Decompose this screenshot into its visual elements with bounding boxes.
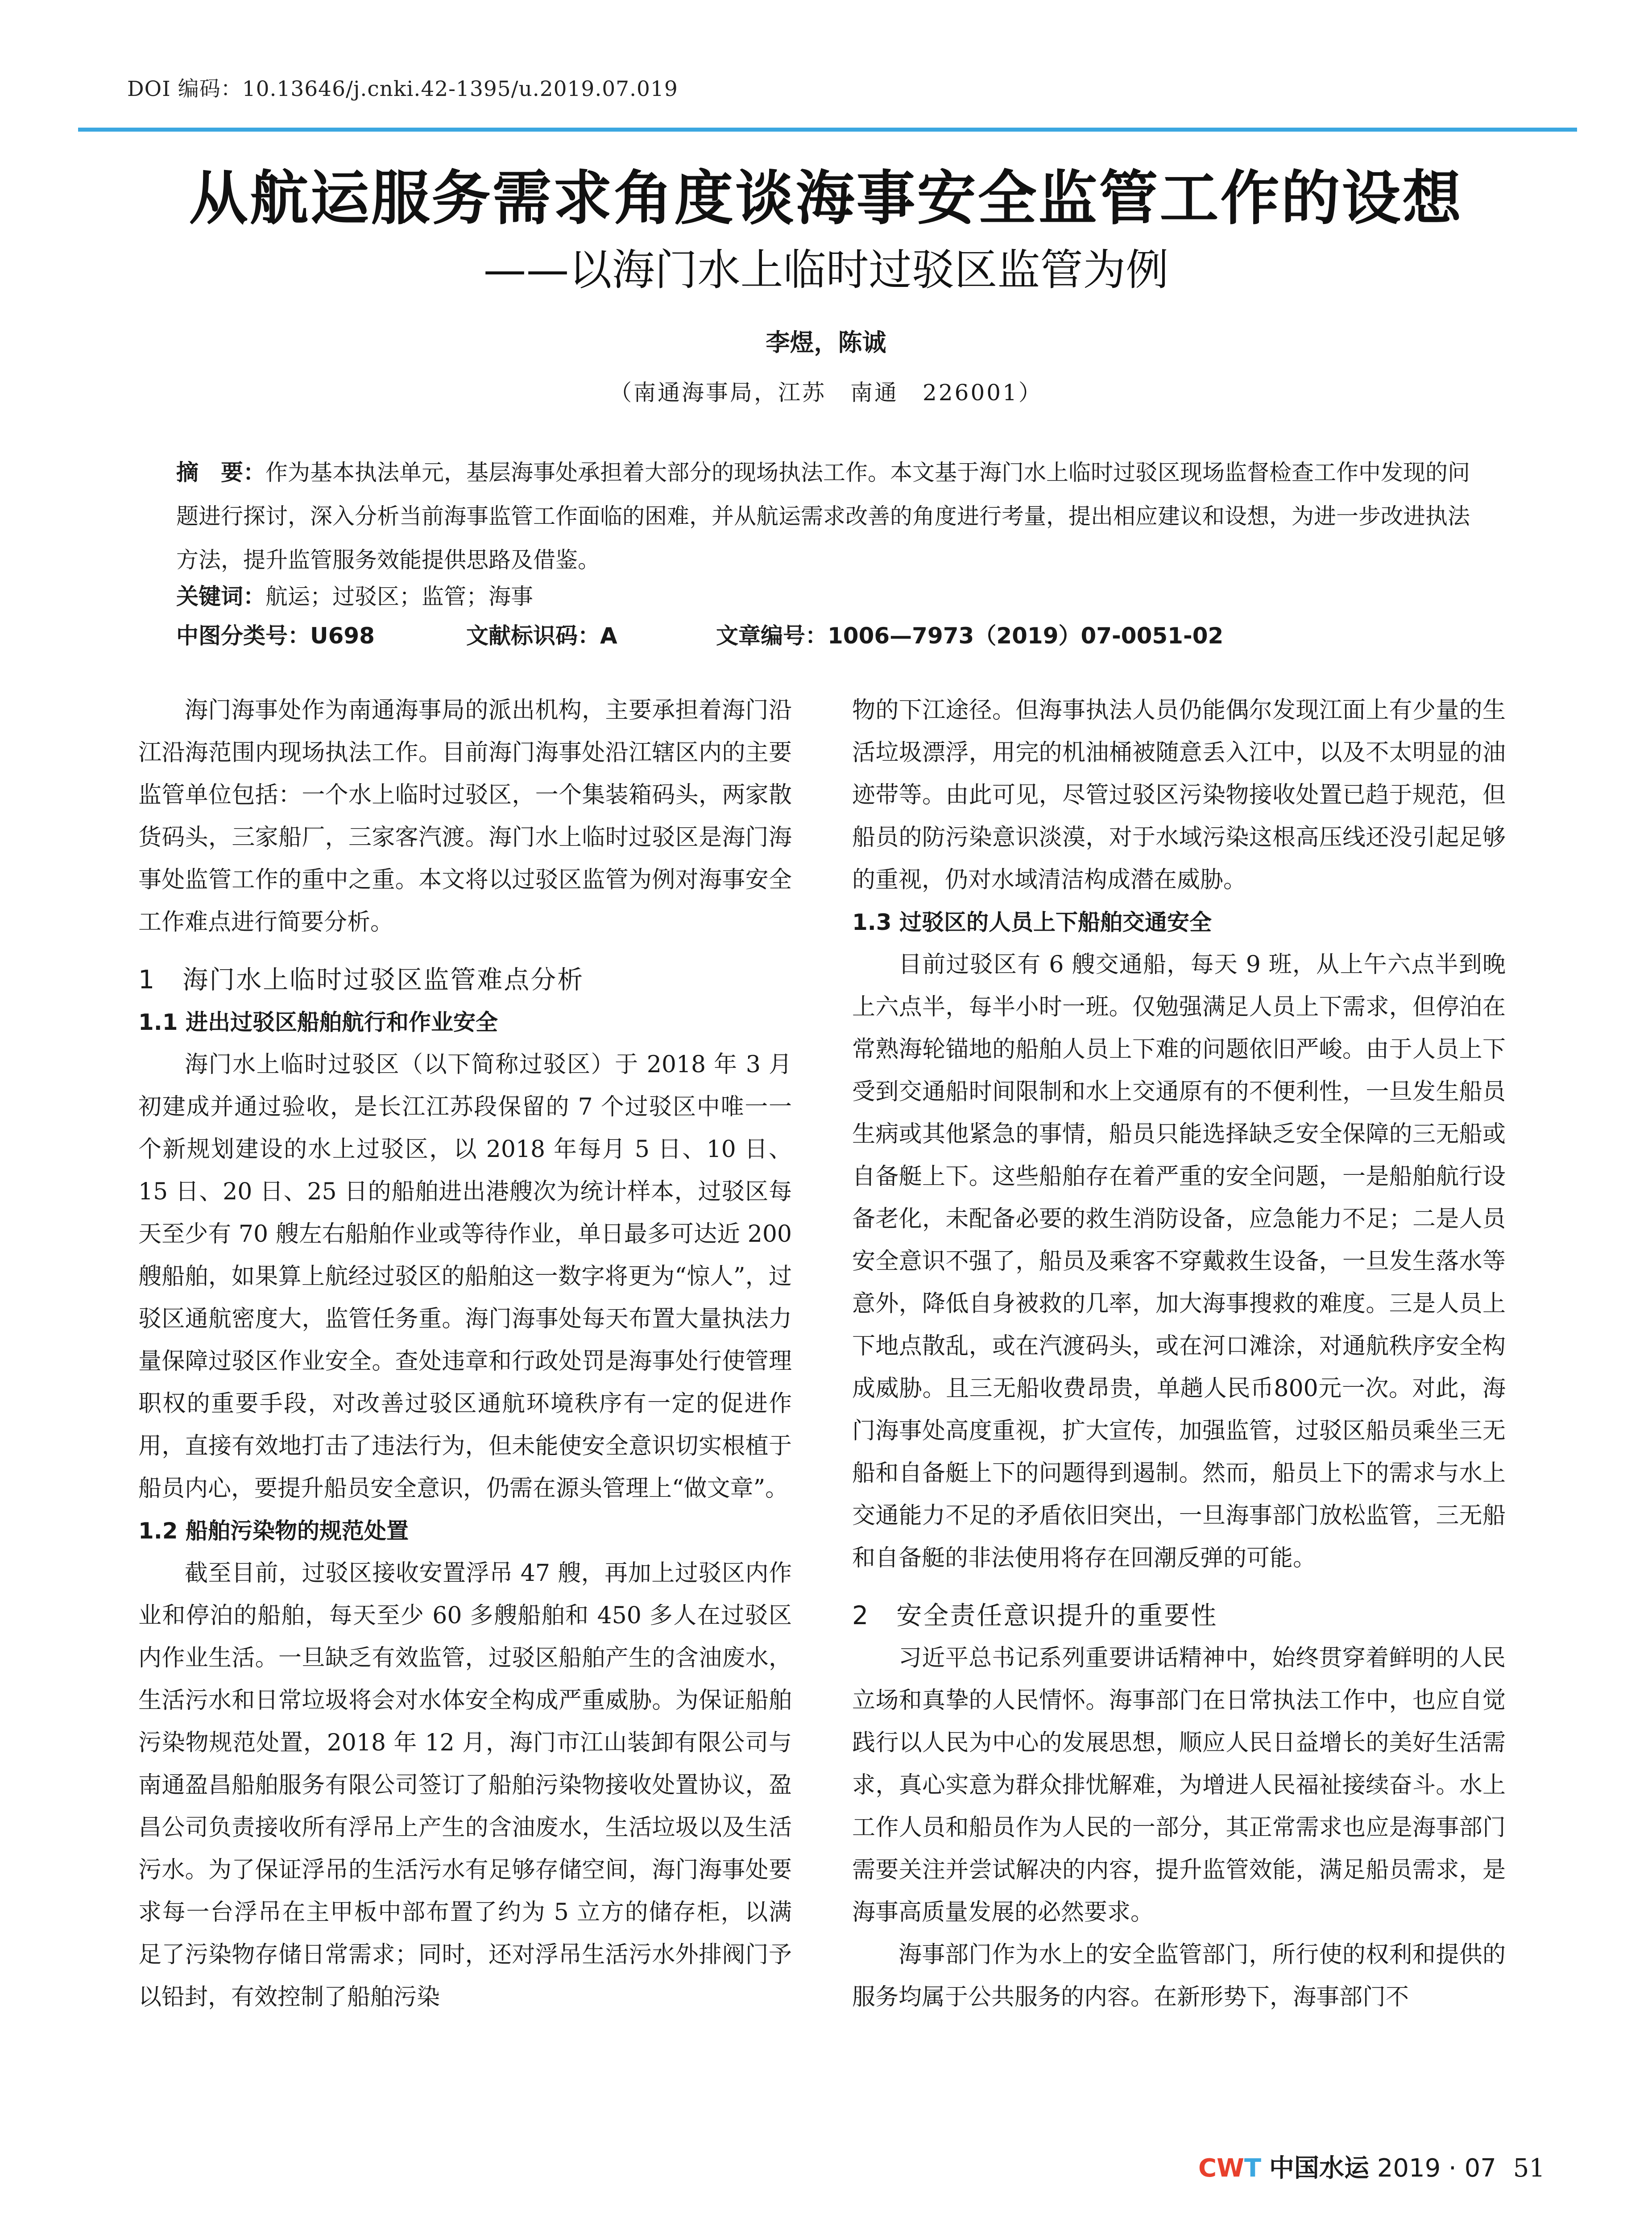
classification-line	[176, 618, 1515, 654]
page-footer	[1198, 2148, 1545, 2184]
section-1-2-paragraph-part2: 物的下江途径。但海事执法人员仍能偶尔发现江面上有少量的生活垃圾漂浮，用完的机油桶被随意丢入江中，以及不太明显的油迹带等。由此可见，尽管过驳区污染物接收处置已趋于规范，但船员的防污染意识淡漠，对于水域污染这根高压线还没引起足够的重视，仍对水域清洁构成潜在威胁。	[852, 697, 1506, 893]
doi-line: DOI 编码：10.13646/j.cnki.42-1395/u.2019.07.019	[127, 77, 678, 101]
doc-code-label: 文献标识码：	[466, 623, 600, 649]
doc-code	[466, 618, 716, 654]
article-number	[716, 618, 1223, 654]
brand-logo: CWT	[1198, 2154, 1262, 2183]
keywords-text: 航运；过驳区；监管；海事	[265, 584, 533, 610]
section-1-2-paragraph-part1: 截至目前，过驳区接收安置浮吊 47 艘，再加上过驳区内作业和停泊的船舶，每天至少 60 多艘船舶和 450 多人在过驳区内作业生活。一旦缺乏有效监管，过驳区船舶产生的含油废水，生活污水和日常垃圾将会对水体安全构成严重威胁。为保证船舶污染物规范处置，2018 年 12 月，海门市江山装卸有限公司与南通盈昌船舶服务有限公司签订了船舶污染物接收处置协议，盈昌公司负责接收所有浮吊上产生的含油废水，生活垃圾以及生活污水。为了保证浮吊的生活污水有足够存储空间，海门海事处要求每一台浮吊在主甲板中部布置了约为 5 立方的储存柜，以满足了污染物存储日常需求；同时，还对浮吊生活污水外排阀门予以铅封，有效控制了船舶污染	[138, 1560, 792, 2011]
abstract	[176, 451, 1481, 582]
abstract-text: 作为基本执法单元，基层海事处承担着大部分的现场执法工作。本文基于海门水上临时过驳区现场监督检查工作中发现的问题进行探讨，深入分析当前海事监管工作面临的困难，并从航运需求改善的角度进行考量，提出相应建议和设想，为进一步改进执法方法，提升监管服务效能提供思路及借鉴。	[176, 460, 1470, 573]
section-2-paragraph-1: 习近平总书记系列重要讲话精神中，始终贯穿着鲜明的人民立场和真挚的人民情怀。海事部门在日常执法工作中，也应自觉践行以人民为中心的发展思想，顺应人民日益增长的美好生活需求，真心实意为群众排忧解难，为增进人民福祉接续奋斗。水上工作人员和船员作为人民的一部分，其正常需求也应是海事部门需要关注并尝试解决的内容，提升监管效能，满足船员需求，是海事高质量发展的必然要求。	[852, 1645, 1506, 1926]
magazine-name: 中国水运	[1269, 2153, 1369, 2183]
affiliation: （南通海事局，江苏 南通 226001）	[609, 380, 1043, 406]
article-subtitle: ——以海门水上临时过驳区监管为例	[483, 245, 1169, 295]
section-1-3-paragraph: 目前过驳区有 6 艘交通船，每天 9 班，从上午六点半到晚上六点半，每半小时一班。仅勉强满足人员上下需求，但停泊在常熟海轮锚地的船舶人员上下难的问题依旧严峻。由于人员上下受到交通船时间限制和水上交通原有的不便利性，一旦发生船员生病或其他紧急的事情，船员只能选择缺乏安全保障的三无船或自备艇上下。这些船舶存在着严重的安全问题，一是船舶航行设备老化，未配备必要的救生消防设备，应急能力不足；二是人员安全意识不强了，船员及乘客不穿戴救生设备，一旦发生落水等意外，降低自身被救的几率，加大海事搜救的难度。三是人员上下地点散乱，或在汽渡码头，或在河口滩涂，对通航秩序安全构成威胁。且三无船收费昂贵，单趟人民币800元一次。对此，海门海事处高度重视，扩大宣传，加强监管，过驳区船员乘坐三无船和自备艇上下的问题得到遏制。然而，船员上下的需求与水上交通能力不足的矛盾依旧突出，一旦海事部门放松监管，三无船和自备艇的非法使用将存在回潮反弹的可能。	[852, 951, 1506, 1572]
left-column	[138, 689, 792, 2019]
section-1-3-heading: 1.3 过驳区的人员上下船舶交通安全	[852, 909, 1212, 935]
right-column	[852, 689, 1506, 2019]
section-1-1-heading: 1.1 进出过驳区船舶航行和作业安全	[138, 1009, 498, 1035]
clc-value: U698	[310, 623, 375, 649]
intro-paragraph: 海门海事处作为南通海事局的派出机构，主要承担着海门沿江沿海范围内现场执法工作。目前海门海事处沿江辖区内的主要监管单位包括：一个水上临时过驳区，一个集装箱码头，两家散货码头，三家船厂，三家客汽渡。海门水上临时过驳区是海门海事处监管工作的重中之重。本文将以过驳区监管为例对海事安全工作难点进行简要分析。	[138, 697, 792, 936]
abstract-label: 摘 要：	[176, 460, 265, 485]
clc-label: 中图分类号：	[176, 623, 310, 649]
section-1-2-heading: 1.2 船舶污染物的规范处置	[138, 1518, 409, 1544]
article-title: 从航运服务需求角度谈海事安全监管工作的设想	[189, 164, 1463, 233]
page-number: 51	[1513, 2154, 1545, 2183]
article-number-value: 1006—7973（2019）07-0051-02	[828, 623, 1224, 649]
section-2-paragraph-2: 海事部门作为水上的安全监管部门，所行使的权利和提供的服务均属于公共服务的内容。在新形势下，海事部门不	[852, 1941, 1506, 2011]
section-1-heading: 1 海门水上临时过驳区监管难点分析	[138, 965, 584, 995]
issue-number: 2019 · 07	[1377, 2154, 1496, 2183]
keywords-label: 关键词：	[176, 584, 265, 610]
header-rule	[78, 128, 1577, 132]
doc-code-value: A	[600, 623, 617, 649]
section-2-heading: 2 安全责任意识提升的重要性	[852, 1601, 1218, 1630]
clc	[176, 618, 466, 654]
authors: 李煜，陈诚	[766, 328, 886, 357]
section-1-1-paragraph: 海门水上临时过驳区（以下简称过驳区）于 2018 年 3 月初建成并通过验收，是长江江苏段保留的 7 个过驳区中唯一一个新规划建设的水上过驳区，以 2018 年每月 5 日、10 日、15 日、20 日、25 日的船舶进出港艘次为统计样本，过驳区每天至少有 70 艘左右船舶作业或等待作业，单日最多可达近 200 艘船舶，如果算上航经过驳区的船舶这一数字将更为“惊人”，过驳区通航密度大，监管任务重。海门海事处每天布置大量执法力量保障过驳区作业安全。查处违章和行政处罚是海事处行使管理职权的重要手段，对改善过驳区通航环境秩序有一定的促进作用，直接有效地打击了违法行为，但未能使安全意识切实根植于船员内心，要提升船员安全意识，仍需在源头管理上“做文章”。	[138, 1051, 792, 1502]
article-number-label: 文章编号：	[716, 623, 828, 649]
keywords	[176, 579, 533, 614]
